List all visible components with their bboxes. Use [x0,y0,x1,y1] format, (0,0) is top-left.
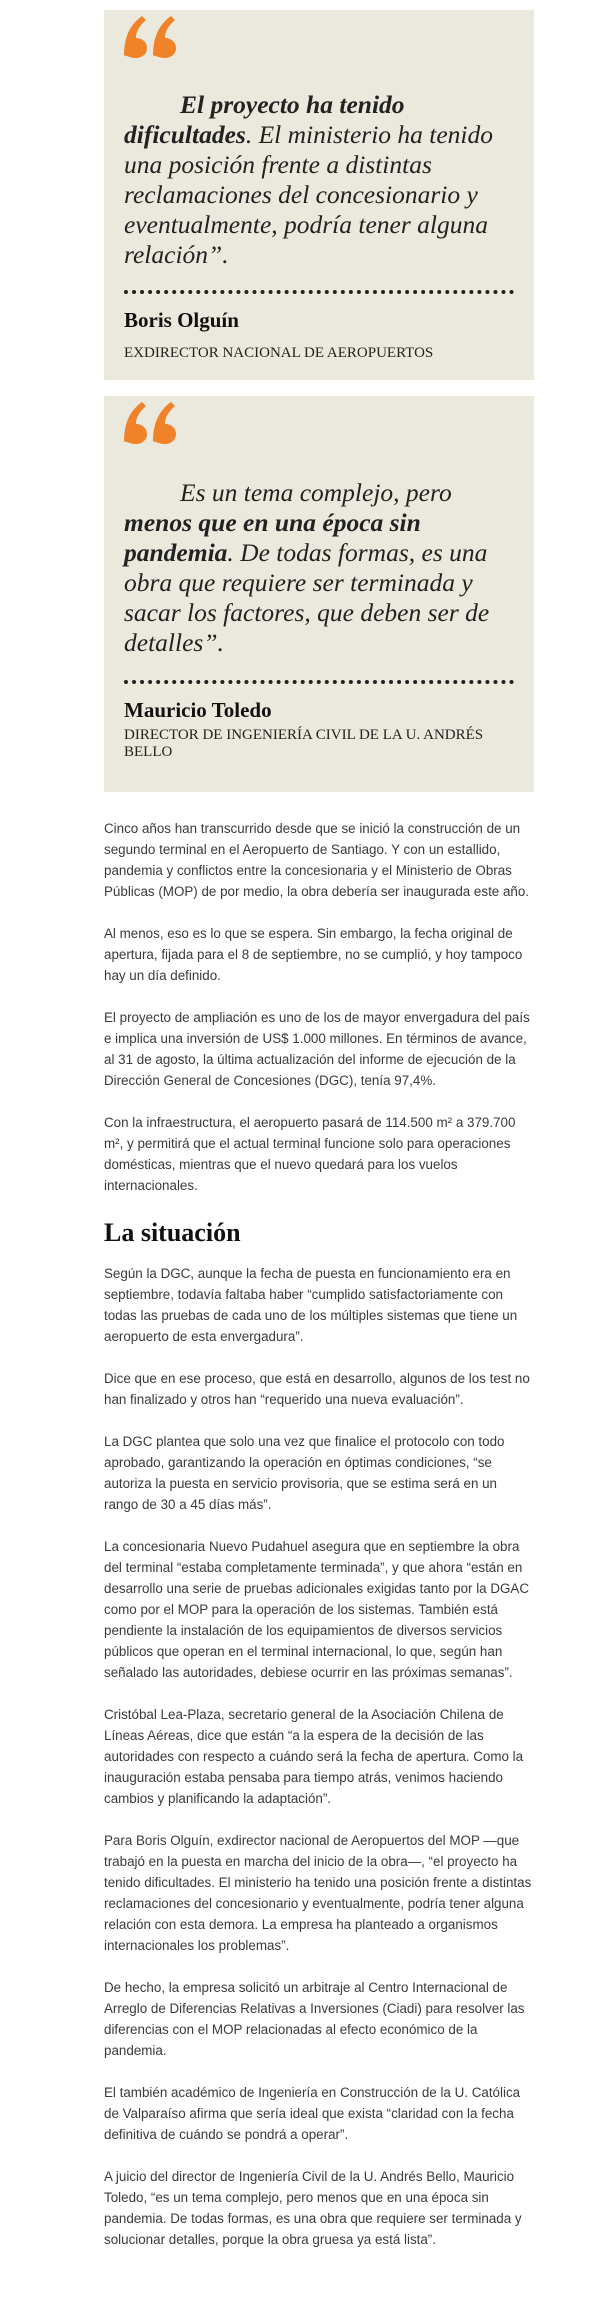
article-paragraph: Para Boris Olguín, exdirector nacional de Aeropuertos del MOP —que trabajó en la puesta en marcha del inicio de la obra—, “el proyecto ha tenido dificultades. El ministerio ha tenido una posición frente a distintas reclamaciones del concesionario y eventualmente, podría tener alguna relación con esta demora. La empresa ha planteado a organismos internacionales los problemas”. [104,1833,532,1953]
article-paragraph: La DGC plantea que solo una vez que finalice el protocolo con todo aprobado, garantizando la operación en óptimas condiciones, “se autoriza la puesta en servicio provisoria, que se estima será en un rango de 30 a 45 días más”. [104,1434,505,1512]
article-paragraph: El también académico de Ingeniería en Construcción de la U. Católica de Valparaíso afirma que sería ideal que exista “claridad con la fecha definitiva de cuándo se pondrá a operar”. [104,2085,521,2142]
quote-text: Es un tema complejo, pero menos que en una época sin pandemia. De todas formas, es una obra que requiere ser terminada y sacar los factores, que deben ser de detalles”. [124,478,490,657]
pull-quote-toledo [104,396,534,792]
article-paragraph: La concesionaria Nuevo Pudahuel asegura que en septiembre la obra del terminal “estaba completamente terminada”, y que ahora “están en desarrollo una serie de pruebas adicionales exigidas tanto por la DGAC como por el MOP para la operación de los sistemas. También está pendiente la instalación de los equipamientos de diversos servicios públicos que operan en el terminal internacional, lo que, según han señalado las autoridades, debiese ocurrir en las próximas semanas”. [104,1539,530,1680]
quote-text: El proyecto ha tenido dificultades. El ministerio ha tenido una posición frente a distintas reclamaciones del concesionario y eventualmente, podría tener alguna relación”. [124,90,494,269]
dotted-divider [124,680,514,684]
quote-mark-icon [120,396,180,446]
article-paragraph: Dice que en ese proceso, que está en desarrollo, algunos de los test no han finalizado y otros han “requerido una nueva evaluación”. [104,1371,530,1407]
article-body [104,818,534,2250]
article-paragraph: Cristóbal Lea-Plaza, secretario general de la Asociación Chilena de Líneas Aéreas, dice que están “a la espera de la decisión de las autoridades con respecto a cuándo será la fecha de apertura. Como la inauguración estaba pensaba para tiempo atrás, venimos haciendo cambios y planificando la adaptación”. [104,1707,524,1806]
quote-author: Boris Olguín [124,308,239,332]
quote-author: Mauricio Toledo [124,698,272,722]
article-paragraph: A juicio del director de Ingeniería Civil de la U. Andrés Bello, Mauricio Toledo, “es un tema complejo, pero menos que en una época sin pandemia. De todas formas, es una obra que requiere ser terminada y solucionar detalles, porque la obra gruesa ya está lista”. [104,2169,522,2247]
article-paragraph: El proyecto de ampliación es uno de los de mayor envergadura del país e implica una inversión de US$ 1.000 millones. En términos de avance, al 31 de agosto, la última actualización del informe de ejecución de la Dirección General de Concesiones (DGC), tenía 97,4%. [104,1010,530,1088]
article-paragraph: Cinco años han transcurrido desde que se inició la construcción de un segundo terminal en el Aeropuerto de Santiago. Y con un estallido, pandemia y conflictos entre la concesionaria y el Ministerio de Obras Públicas (MOP) de por medio, la obra debería ser inaugurada este año. [104,821,530,899]
dotted-divider [124,290,514,294]
quote-author-role: DIRECTOR DE INGENIERÍA CIVIL DE LA U. ANDRÉS BELLO [124,727,484,760]
section-heading: La situación [104,1218,241,1247]
article-paragraph: Al menos, eso es lo que se espera. Sin embargo, la fecha original de apertura, fijada para el 8 de septiembre, no se cumplió, y hoy tampoco hay un día definido. [104,926,523,983]
quote-mark-icon [120,10,180,60]
pull-quote-olguin [104,10,534,380]
quote-author-role: EXDIRECTOR NACIONAL DE AEROPUERTOS [124,345,434,361]
article-column [104,10,534,2250]
article-paragraph: Con la infraestructura, el aeropuerto pasará de 114.500 m² a 379.700 m², y permitirá que el actual terminal funcione solo para operaciones domésticas, mientras que el nuevo quedará para los vuelos internacionales. [104,1115,516,1193]
article-paragraph: Según la DGC, aunque la fecha de puesta en funcionamiento era en septiembre, todavía faltaba haber “cumplido satisfactoriamente con todas las pruebas de cada uno de los múltiples sistemas que tiene un aeropuerto de esta envergadura”. [104,1266,518,1344]
article-paragraph: De hecho, la empresa solicitó un arbitraje al Centro Internacional de Arreglo de Diferencias Relativas a Inversiones (Ciadi) para resolver las diferencias con el MOP relacionadas al efecto económico de la pandemia. [104,1980,525,2058]
